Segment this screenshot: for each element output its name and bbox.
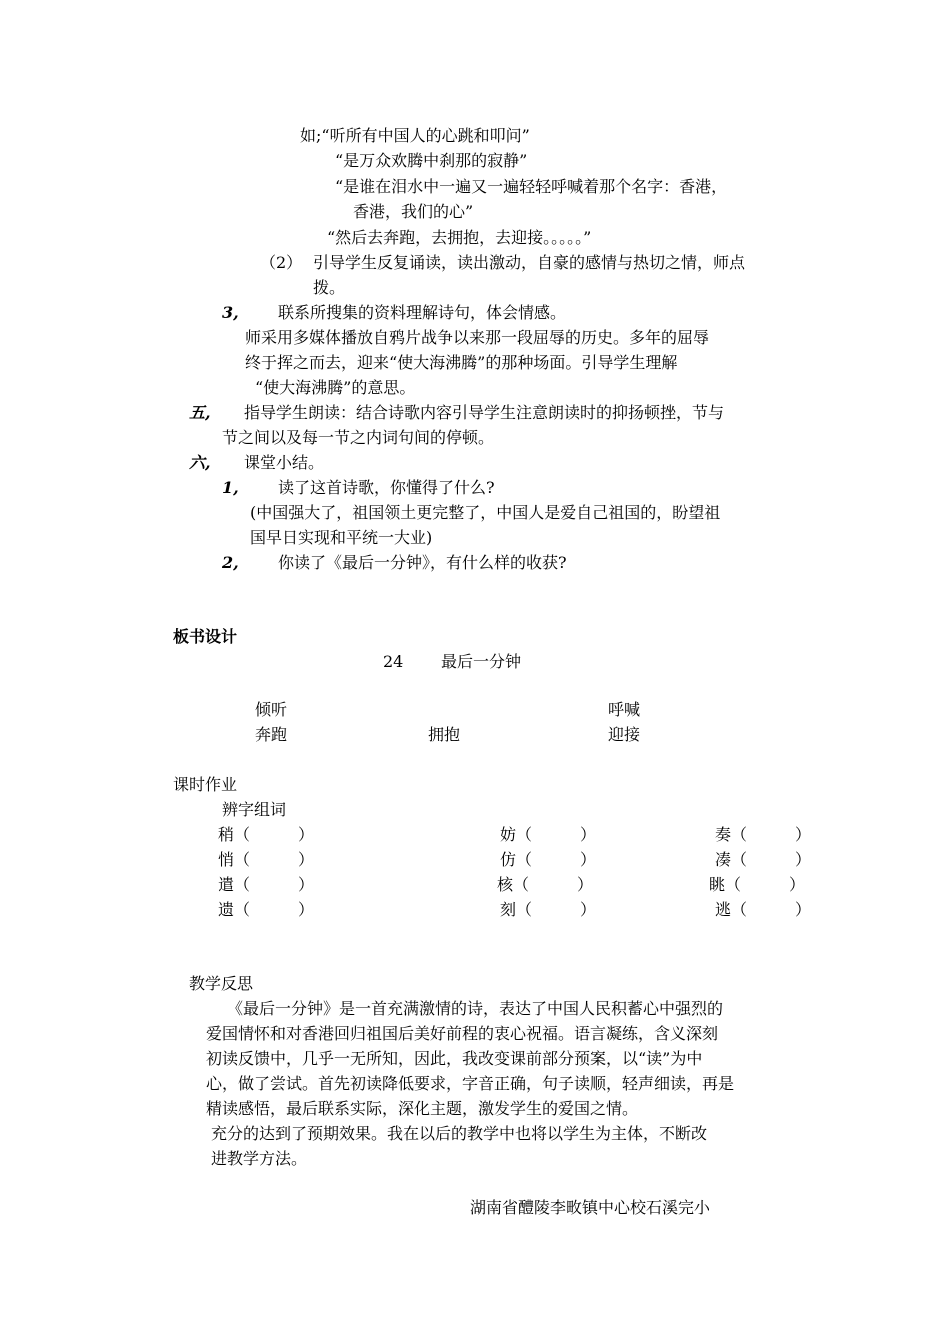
board-title-num: 24 <box>383 652 404 671</box>
board-word-run: 奔跑 <box>255 725 288 744</box>
homework-item: 遗（ ） <box>218 900 315 919</box>
quote-line-3a: “是谁在泪水中一遍又一遍轻轻呼喊着那个名字：香港， <box>335 177 728 196</box>
reflection-signature: 湖南省醴陵李畋镇中心校石溪完小 <box>470 1198 711 1217</box>
homework-item: 仿（ ） <box>500 850 597 869</box>
homework-heading: 课时作业 <box>173 775 238 794</box>
homework-item: 稍（ ） <box>218 825 315 844</box>
board-heading: 板书设计 <box>173 627 238 646</box>
section5-num: 五, <box>189 403 211 422</box>
reflection-line: 精读感悟，最后联系实际，深化主题，激发学生的爱国之情。 <box>206 1099 639 1118</box>
quote-line-1: 如;“听所有中国人的心跳和叩问” <box>300 126 530 145</box>
reflection-line: 初读反馈中，几乎一无所知，因此，我改变课前部分预案，以“读”为中 <box>206 1049 703 1068</box>
section6-a1-b: 国早日实现和平统一大业) <box>250 528 433 547</box>
homework-item: 奏（ ） <box>715 825 812 844</box>
board-word-listen: 倾听 <box>255 700 288 719</box>
step3-line-2: 终于挥之而去，迎来“使大海沸腾”的那种场面。引导学生理解 <box>245 353 678 372</box>
step2-text-a: 引导学生反复诵读，读出激动，自豪的感情与热切之情，师点 <box>313 253 746 272</box>
homework-item: 凑（ ） <box>715 850 812 869</box>
board-title: 最后一分钟 <box>441 652 522 671</box>
board-word-hug: 拥抱 <box>428 725 461 744</box>
reflection-line: 充分的达到了预期效果。我在以后的教学中也将以学生为主体，不断改 <box>211 1124 708 1143</box>
reflection-line: 《最后一分钟》是一首充满激情的诗，表达了中国人民积蓄心中强烈的 <box>227 999 724 1018</box>
quote-line-4: “然后去奔跑，去拥抱，去迎接。。。。。” <box>327 228 592 247</box>
section6-title: 课堂小结。 <box>244 453 325 472</box>
quote-line-2: “是万众欢腾中刹那的寂静” <box>335 151 528 170</box>
reflection-line: 进教学方法。 <box>211 1149 308 1168</box>
section6-q1-num: 1, <box>222 478 239 497</box>
step3-num: 3, <box>222 303 239 322</box>
step2-label: （2） <box>260 253 303 272</box>
section6-num: 六, <box>189 453 211 472</box>
reflection-heading: 教学反思 <box>189 974 254 993</box>
homework-item: 妨（ ） <box>500 825 597 844</box>
homework-item: 悄（ ） <box>218 850 315 869</box>
section5-text-b: 节之间以及每一节之内词句间的停顿。 <box>222 428 495 447</box>
board-word-call: 呼喊 <box>608 700 641 719</box>
homework-item: 刻（ ） <box>500 900 597 919</box>
board-word-welcome: 迎接 <box>608 725 641 744</box>
section6-q2: 你读了《最后一分钟》，有什么样的收获? <box>278 553 567 572</box>
quote-line-3b: 香港，我们的心” <box>353 202 474 221</box>
section6-q1: 读了这首诗歌，你懂得了什么? <box>278 478 495 497</box>
step3-title: 联系所搜集的资料理解诗句，体会情感。 <box>278 303 567 322</box>
homework-item: 核（ ） <box>497 875 594 894</box>
section5-text-a: 指导学生朗读：结合诗歌内容引导学生注意朗读时的抑扬顿挫，节与 <box>244 403 725 422</box>
homework-item: 遣（ ） <box>218 875 315 894</box>
homework-sub: 辨字组词 <box>222 800 287 819</box>
step3-line-1: 师采用多媒体播放自鸦片战争以来那一段屈辱的历史。多年的屈辱 <box>245 328 710 347</box>
step3-line-3: “使大海沸腾”的意思。 <box>255 378 416 397</box>
homework-item: 逃（ ） <box>715 900 812 919</box>
section6-q2-num: 2, <box>222 553 239 572</box>
reflection-line: 爱国情怀和对香港回归祖国后美好前程的衷心祝福。语言凝练，含义深刻 <box>206 1024 719 1043</box>
homework-item: 眺（ ） <box>709 875 806 894</box>
reflection-line: 心，做了尝试。首先初读降低要求，字音正确，句子读顺，轻声细读，再是 <box>206 1074 735 1093</box>
step2-text-b: 拨。 <box>313 278 346 297</box>
section6-a1-a: (中国强大了，祖国领土更完整了，中国人是爱自己祖国的，盼望祖 <box>250 503 721 522</box>
